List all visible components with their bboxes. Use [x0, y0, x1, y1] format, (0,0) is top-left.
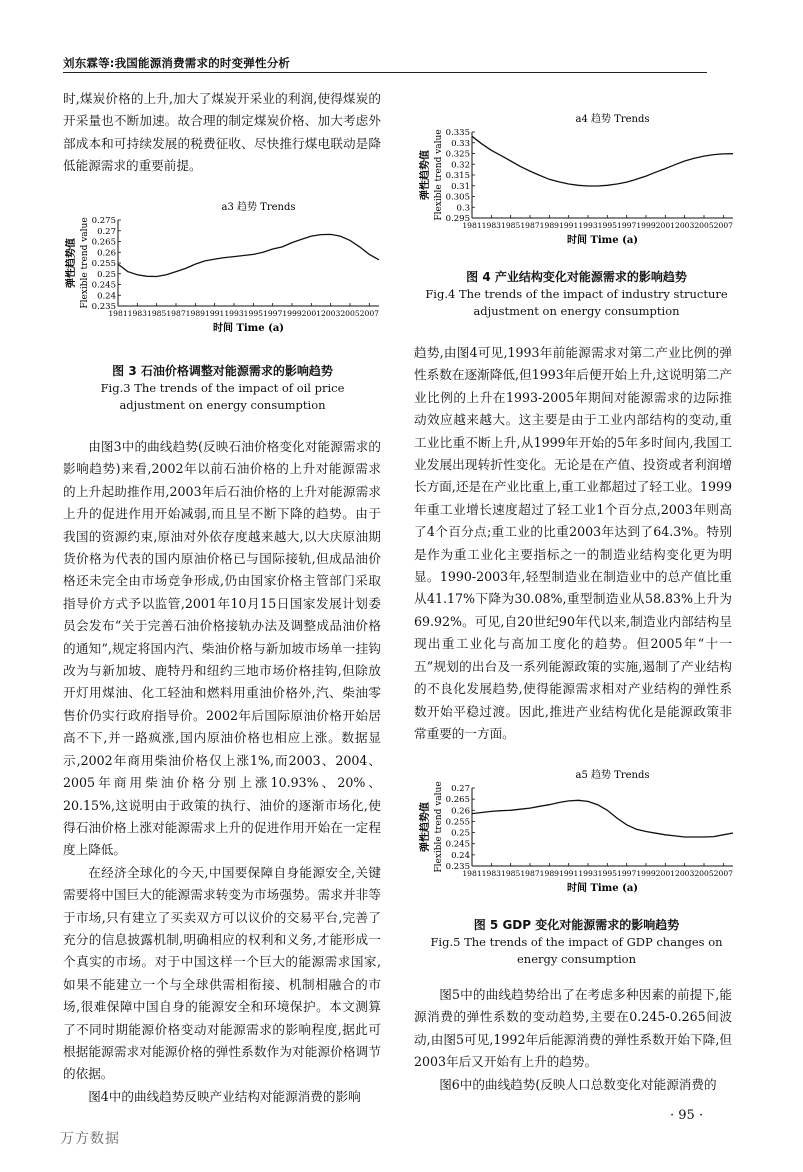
x-tick-label: 2003 — [675, 869, 695, 878]
figure-3 — [60, 200, 385, 414]
x-tick-label: 1983 — [481, 869, 501, 878]
left-col-body — [63, 436, 381, 1108]
y-tick-label: 0.3 — [456, 203, 470, 214]
paragraph: 图5中的曲线趋势给出了在考虑多种因素的前提下,能源消费的弹性系数的变动趋势,主要在0.245-0.265间波动,由图5可见,1992年后能源消费的弹性系数开始下降,但2003年后又开始有上升的趋势。 — [414, 987, 732, 1070]
left-col-top — [63, 88, 381, 178]
y-tick-label: 0.27 — [97, 226, 116, 237]
series-line — [118, 234, 379, 276]
paragraph: 由图3中的曲线趋势(反映石油价格变化对能源需求的影响趋势)来看,2002年以前石油价格的上升对能源需求的上升起助推作用,2003年后石油价格的上升对能源需求上升的促进作用开始减弱,而且呈不断下降的趋势。由于我国的资源约束,原油对外依存度越来越大,以大庆原油期货价格为代表的国内原油价格已与国际接轨,但成品油价格还未完全由市场竞争形成,仍由国家价格主管部门采取指导价方式予以监管,2001年10月15日国家发展计划委员会发布“关于完善石油价格接轨办法及调整成品油价格的通知”,规定将国内汽、柴油价格与新加坡市场单一挂钩改为与新加坡、鹿特丹和纽约三地市场价格挂钩,但除放开灯用煤油、化工轻油和燃料用重油价格外,汽、柴油零售价仍实行政府指导价。2002年后国际原油价格开始居高不下,并一路疯涨,国内原油价格也相应上涨。数据显示,2002年商用柴油价格仅上涨1%,而2003、2004、2005年商用柴油价格分别上涨10.93%、20%、20.15%,这说明由于政策的执行、油价的逐渐市场化,使得石油价格上涨对能源需求上升的促进作用开始在一定程度上降低。 — [63, 439, 381, 858]
x-tick-label: 1993 — [578, 869, 598, 878]
y-tick-label: 0.24 — [451, 850, 470, 861]
x-tick-label: 1987 — [520, 221, 540, 230]
x-tick-label: 2007 — [713, 221, 733, 230]
figure-caption-cn: 图 5 GDP 变化对能源需求的影响趋势 — [473, 918, 680, 932]
figure-caption-en: Fig.5 The trends of the impact of GDP changes on — [430, 935, 723, 949]
x-axis-label: 时间 Time (a) — [566, 235, 639, 246]
chart-fig3 — [60, 200, 385, 340]
x-tick-label: 1989 — [539, 869, 559, 878]
figure-caption-en: energy consumption — [516, 952, 636, 966]
page-number: · 95 · — [670, 1108, 704, 1123]
series-line — [472, 136, 733, 186]
x-tick-label: 2005 — [694, 869, 714, 878]
running-title: 刘东霖等:我国能源消费需求的时变弹性分析 — [63, 56, 291, 70]
right-col-bottom — [414, 984, 732, 1096]
y-tick-label: 0.31 — [451, 181, 470, 192]
y-tick-label: 0.245 — [91, 280, 116, 291]
figure-caption-cn: 图 4 产业结构变化对能源需求的影响趋势 — [466, 270, 687, 284]
y-tick-label: 0.265 — [91, 237, 116, 248]
x-axis-label: 时间 Time (a) — [212, 323, 285, 334]
y-tick-label: 0.325 — [445, 149, 470, 160]
x-tick-label: 1981 — [108, 309, 128, 318]
y-axis-label-en: Flexible trend value — [80, 217, 90, 309]
chart-title: a3 趋势 Trends — [221, 202, 296, 213]
x-tick-label: 1987 — [166, 309, 186, 318]
x-tick-label: 1995 — [597, 869, 617, 878]
x-tick-label: 1999 — [282, 309, 302, 318]
x-tick-label: 1985 — [501, 869, 521, 878]
x-tick-label: 1997 — [617, 869, 637, 878]
x-tick-label: 1991 — [559, 869, 579, 878]
x-tick-label: 1999 — [636, 221, 656, 230]
series-line — [472, 800, 733, 837]
header-rule — [63, 72, 707, 73]
y-tick-label: 0.26 — [97, 248, 116, 259]
y-tick-label: 0.315 — [445, 171, 470, 181]
y-tick-label: 0.32 — [451, 160, 470, 171]
x-tick-label: 1999 — [636, 869, 656, 878]
x-tick-label: 1981 — [462, 221, 482, 230]
y-axis-label-en: Flexible trend value — [434, 781, 444, 873]
x-tick-label: 1993 — [224, 309, 244, 318]
x-tick-label: 1985 — [501, 221, 521, 230]
figure-caption-en: Fig.4 The trends of the impact of industry structure — [425, 287, 728, 301]
y-tick-label: 0.33 — [451, 138, 470, 149]
y-tick-label: 0.245 — [445, 839, 470, 850]
x-tick-label: 1991 — [559, 221, 579, 230]
x-tick-label: 1981 — [462, 869, 482, 878]
y-tick-label: 0.235 — [91, 302, 116, 312]
paragraph: 在经济全球化的今天,中国要保障自身能源安全,关键需要将中国巨大的能源需求转变为市场强势。需求并非等于市场,只有建立了买卖双方可以议价的交易平台,完善了充分的信息披露机制,明确相应的权利和义务,才能形成一个真实的市场。对于中国这样一个巨大的能源需求国家,如果不能建立一个与全球供需相衔接、机制相融合的市场,很难保障中国自身的能源安全和环境保护。本文测算了不同时期能源价格变动对能源需求的影响程度,据此可根据能源需求对能源价格的弹性系数作为对能源价格调节的依据。 — [63, 864, 381, 1082]
y-tick-label: 0.335 — [445, 128, 470, 138]
figure-5 — [414, 768, 739, 968]
y-tick-label: 0.275 — [91, 216, 116, 226]
paragraph: 图4中的曲线趋势反映产业结构对能源消费的影响 — [88, 1088, 361, 1104]
chart-title: a5 趋势 Trends — [575, 770, 650, 781]
y-axis-label-cn: 弹性趋势值 — [66, 238, 77, 288]
x-axis-label: 时间 Time (a) — [566, 883, 639, 894]
figure-caption-en: Fig.3 The trends of the impact of oil price — [100, 381, 345, 395]
x-tick-label: 1983 — [481, 221, 501, 230]
x-tick-label: 2003 — [321, 309, 341, 318]
chart-title: a4 趋势 Trends — [575, 114, 650, 125]
x-tick-label: 1995 — [243, 309, 263, 318]
x-tick-label: 1985 — [147, 309, 167, 318]
y-tick-label: 0.27 — [451, 784, 470, 794]
x-tick-label: 1989 — [539, 221, 559, 230]
y-tick-label: 0.25 — [97, 269, 116, 280]
x-tick-label: 2007 — [713, 869, 733, 878]
x-tick-label: 1991 — [205, 309, 225, 318]
x-tick-label: 2007 — [359, 309, 379, 318]
y-axis-label-cn: 弹性趋势值 — [420, 802, 431, 852]
x-tick-label: 1993 — [578, 221, 598, 230]
figure-caption-en: adjustment on energy consumption — [473, 304, 680, 318]
paragraph: 图6中的曲线趋势(反映人口总数变化对能源消费的 — [439, 1076, 717, 1092]
y-tick-label: 0.235 — [445, 862, 470, 872]
y-tick-label: 0.255 — [91, 259, 116, 269]
y-tick-label: 0.305 — [445, 192, 470, 203]
y-tick-label: 0.24 — [97, 291, 116, 302]
x-tick-label: 2001 — [655, 221, 675, 230]
y-tick-label: 0.26 — [451, 806, 470, 817]
y-tick-label: 0.265 — [445, 795, 470, 806]
x-tick-label: 1983 — [127, 309, 147, 318]
y-tick-label: 0.295 — [445, 214, 470, 224]
x-tick-label: 1995 — [597, 221, 617, 230]
y-axis-label-en: Flexible trend value — [434, 129, 444, 221]
paragraph: 时,煤炭价格的上升,加大了煤炭开采业的利润,使得煤炭的开采量也不断加速。故合理的制定煤炭价格、加大考虑外部成本和可持续发展的税费征收、尽快推行煤电联动是降低能源需求的重要前提。 — [63, 91, 381, 174]
figure-caption-en: adjustment on energy consumption — [119, 398, 326, 412]
x-tick-label: 2005 — [340, 309, 360, 318]
x-tick-label: 1997 — [617, 221, 637, 230]
y-axis-label-cn: 弹性趋势值 — [420, 150, 431, 200]
y-tick-label: 0.25 — [451, 828, 470, 839]
x-tick-label: 2003 — [675, 221, 695, 230]
figure-caption-cn: 图 3 石油价格调整对能源需求的影响趋势 — [112, 364, 333, 378]
watermark: 万方数据 — [60, 1131, 120, 1147]
x-tick-label: 2005 — [694, 221, 714, 230]
x-tick-label: 1989 — [185, 309, 205, 318]
y-tick-label: 0.255 — [445, 817, 470, 828]
right-col-body — [414, 342, 732, 745]
x-tick-label: 1997 — [263, 309, 283, 318]
chart-fig4 — [414, 112, 739, 252]
x-tick-label: 1987 — [520, 869, 540, 878]
paragraph: 趋势,由图4可见,1993年前能源需求对第二产业比例的弹性系数在逐渐降低,但1993年后便开始上升,这说明第二产业比例的上升在1993-2005年期间对能源需求的边际推动效应越来越大。这主要是由于工业内部结构的变动,重工业比重不断上升,从1999年开始的5年多时间内,我国工业发展出现转折性变化。无论是在产值、投资或者利润增长方面,还是在产业比重上,重工业都超过了轻工业。1999年重工业增长速度超过了轻工业1个百分点,2003年则高了4个百分点;重工业的比重2003年达到了64.3%。特别是作为重工业化主要指标之一的制造业结构变化更为明显。1990-2003年,轻型制造业在制造业中的总产值比重从41.17%下降为30.08%,重型制造业从58.83%上升为69.92%。可见,自20世纪90年代以来,制造业内部结构呈现出重工业化与高加工度化的趋势。但2005年“十一五”规划的出台及一系列能源政策的实施,遏制了产业结构的不良化发展趋势,使得能源需求相对产业结构的弹性系数开始平稳过渡。因此,推进产业结构优化是能源政策非常重要的一方面。 — [414, 345, 732, 741]
chart-fig5 — [414, 768, 739, 900]
x-tick-label: 2001 — [301, 309, 321, 318]
figure-4 — [414, 112, 739, 320]
x-tick-label: 2001 — [655, 869, 675, 878]
